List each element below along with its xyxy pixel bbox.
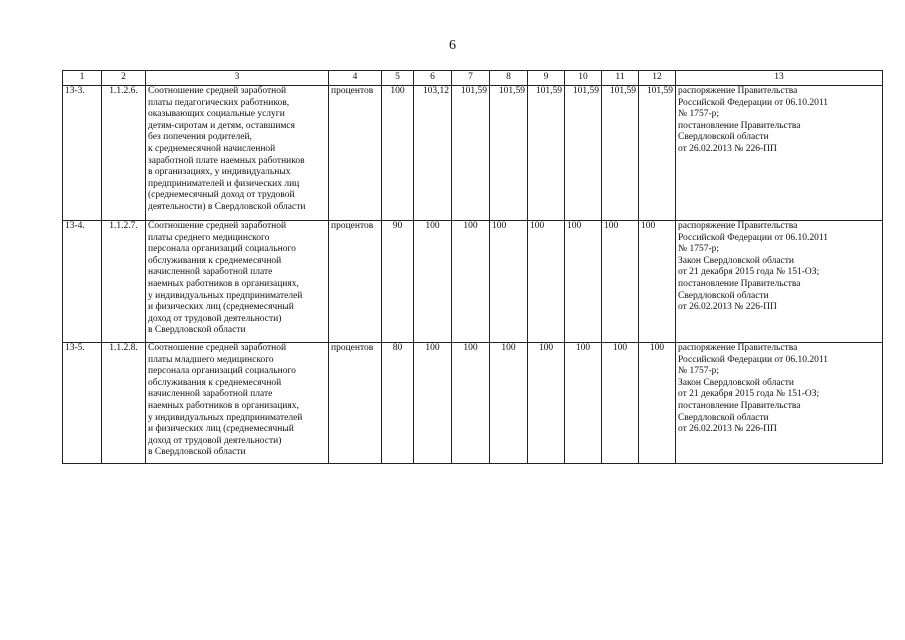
- row-value: 100: [490, 343, 528, 464]
- row-number: 13-4.: [63, 221, 102, 343]
- row-description: Соотношение средней заработной платы педагогических работников, оказывающих социальные услуги детям-сиротам и детям, оставшимся без попечения родителей, к среднемесячной начисленной заработной плате наемных работников в организациях, у индивидуальных предпринимателей и физических лиц (среднемесячный доход от трудовой деятельности) в Свердловской области: [146, 86, 329, 221]
- header-cell: 10: [565, 71, 602, 86]
- header-cell: 8: [490, 71, 528, 86]
- row-value: 101,59: [528, 86, 565, 221]
- row-value: 100: [602, 221, 639, 343]
- header-cell: 4: [329, 71, 382, 86]
- row-number: 13-3.: [63, 86, 102, 221]
- row-value: 100: [565, 221, 602, 343]
- header-cell: 6: [414, 71, 452, 86]
- header-cell: 1: [63, 71, 102, 86]
- table-row: [63, 343, 883, 464]
- row-value: 100: [414, 343, 452, 464]
- header-row: [63, 71, 883, 86]
- row-value: 101,59: [602, 86, 639, 221]
- row-value: 90: [382, 221, 414, 343]
- row-value: 101,59: [452, 86, 490, 221]
- header-cell: 5: [382, 71, 414, 86]
- row-value: 100: [414, 221, 452, 343]
- row-value: 100: [490, 221, 528, 343]
- header-cell: 12: [639, 71, 676, 86]
- row-value: 100: [639, 221, 676, 343]
- row-unit: процентов: [329, 221, 382, 343]
- row-value: 101,59: [639, 86, 676, 221]
- row-value: 100: [639, 343, 676, 464]
- row-number: 13-5.: [63, 343, 102, 464]
- row-value: 100: [452, 221, 490, 343]
- row-description: Соотношение средней заработной платы младшего медицинского персонала организаций социального обслуживания к среднемесячной начисленной заработной плате наемных работников в организациях, у индивидуальных предпринимателей и физических лиц (среднемесячный доход от трудовой деятельности) в Свердловской области: [146, 343, 329, 464]
- table-row: [63, 221, 883, 343]
- header-cell: 9: [528, 71, 565, 86]
- row-value: 100: [528, 343, 565, 464]
- row-value: 100: [452, 343, 490, 464]
- header-cell: 3: [146, 71, 329, 86]
- row-value: 100: [382, 86, 414, 221]
- row-value: 103,12: [414, 86, 452, 221]
- row-value: 100: [602, 343, 639, 464]
- header-cell: 7: [452, 71, 490, 86]
- row-value: 101,59: [490, 86, 528, 221]
- row-unit: процентов: [329, 86, 382, 221]
- indicators-table: [62, 70, 883, 464]
- row-code: 1.1.2.8.: [102, 343, 146, 464]
- row-value: 80: [382, 343, 414, 464]
- header-cell: 11: [602, 71, 639, 86]
- row-legal-basis: распоряжение Правительства Российской Федерации от 06.10.2011 № 1757-р; Закон Свердловской области от 21 декабря 2015 года № 151-ОЗ; постановление Правительства Свердловской области от 26.02.2013 № 226-ПП: [676, 343, 883, 464]
- row-code: 1.1.2.6.: [102, 86, 146, 221]
- header-cell: 13: [676, 71, 883, 86]
- row-legal-basis: распоряжение Правительства Российской Федерации от 06.10.2011 № 1757-р; постановление Правительства Свердловской области от 26.02.2013 № 226-ПП: [676, 86, 883, 221]
- page-number: 6: [449, 38, 456, 53]
- row-value: 100: [565, 343, 602, 464]
- row-unit: процентов: [329, 343, 382, 464]
- row-legal-basis: распоряжение Правительства Российской Федерации от 06.10.2011 № 1757-р; Закон Свердловской области от 21 декабря 2015 года № 151-ОЗ; постановление Правительства Свердловской области от 26.02.2013 № 226-ПП: [676, 221, 883, 343]
- header-cell: 2: [102, 71, 146, 86]
- row-description: Соотношение средней заработной платы среднего медицинского персонала организаций социального обслуживания к среднемесячной начисленной заработной плате наемных работников в организациях, у индивидуальных предпринимателей и физических лиц (среднемесячный доход от трудовой деятельности) в Свердловской области: [146, 221, 329, 343]
- table-row: [63, 86, 883, 221]
- row-value: 100: [528, 221, 565, 343]
- row-code: 1.1.2.7.: [102, 221, 146, 343]
- row-value: 101,59: [565, 86, 602, 221]
